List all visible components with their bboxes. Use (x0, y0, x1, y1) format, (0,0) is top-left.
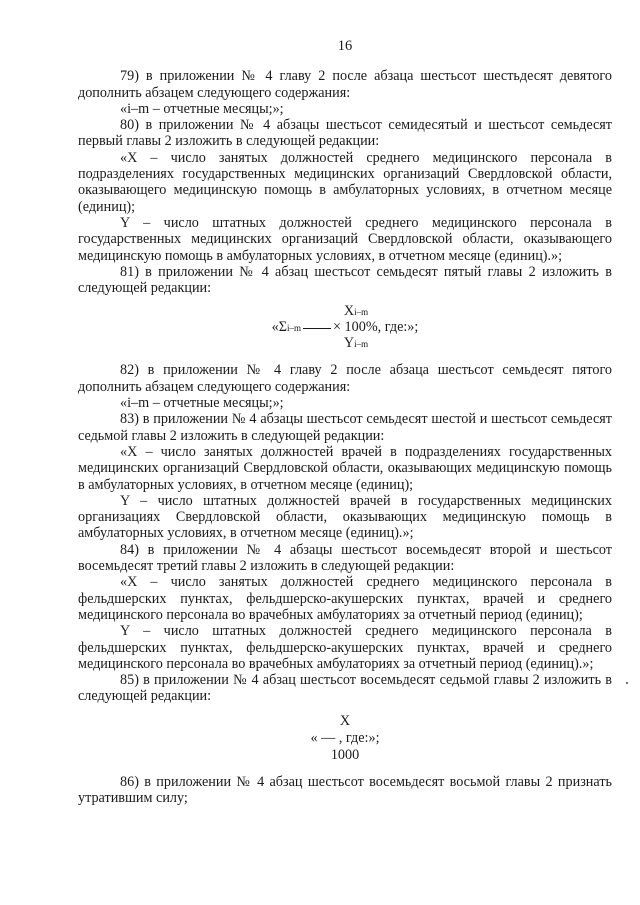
paragraph-83-x-definition: «X – число занятых должностей врачей в подразделениях государственных медицинских организаций Свердловской области, оказывающих медицинскую помощь в амбулаторных условиях, в отчетном месяце (единиц); (78, 443, 612, 493)
paragraph-83-y-definition: Y – число штатных должностей врачей в государственных медицинских организациях Свердловской области, оказывающих медицинскую помощь в амбулаторных условиях, в отчетном месяце (единиц).»; (78, 492, 612, 542)
paragraph-84-y-definition: Y – число штатных должностей среднего медицинского персонала в фельдшерских пунктах, фельдшерско-акушерских пунктах, врачей и среднего медицинского персонала во врачебных амбулаториях за отчетный период (единиц).»; (78, 623, 612, 672)
formula-numerator: Xi–m (343, 303, 369, 320)
formula2-main-line: « — , где:»; (310, 729, 380, 746)
paragraph-83: 83) в приложении № 4 абзацы шестьсот семьдесят шестой и шестьсот семьдесят седьмой главы 2 изложить в следующей редакции: (78, 411, 612, 444)
paragraph-80-y-definition: Y – число штатных должностей среднего медицинского персонала в государственных медицинских организаций Свердловской области, оказывающего медицинскую помощь в амбулаторных условиях, в отчетном месяце (единиц).»; (78, 214, 612, 264)
paragraph-79: 79) в приложении № 4 главу 2 после абзаца шестьсот шестьдесят девятого дополнить абзацем следующего содержания: (78, 68, 612, 101)
paragraph-82: 82) в приложении № 4 главу 2 после абзаца шестьсот семьдесят пятого дополнить абзацем следующего содержания: (78, 362, 612, 395)
formula-denominator: Yi–m (343, 335, 369, 352)
formula-main-line: «Σi–m × 100%, где:»; (271, 319, 419, 336)
formula-percent (78, 304, 612, 352)
paragraph-84-x-definition: «X – число занятых должностей среднего медицинского персонала в фельдшерских пунктах, фельдшерско-акушерских пунктах, врачей и среднего медицинского персонала во врачебных амбулаториях за отчетный период (единиц); (78, 574, 612, 623)
paragraph-85: 85) в приложении № 4 абзац шестьсот восемьдесят седьмой главы 2 изложить в следующей редакции: (78, 672, 612, 705)
formula2-denominator: 1000 (330, 746, 360, 763)
formula2-numerator: X (339, 712, 351, 729)
paragraph-79-content: «i–m – отчетные месяцы;»; (120, 100, 284, 117)
scan-speck (626, 682, 628, 684)
page-number: 16 (337, 38, 353, 54)
paragraph-80: 80) в приложении № 4 абзацы шестьсот семидесятый и шестьсот семьдесят первый главы 2 изложить в следующей редакции: (78, 117, 612, 150)
fraction-line (303, 328, 331, 329)
formula-per-thousand (78, 713, 612, 764)
paragraph-86: 86) в приложении № 4 абзац шестьсот восемьдесят восьмой главы 2 признать утратившим силу; (78, 773, 612, 806)
paragraph-84: 84) в приложении № 4 абзацы шестьсот восемьдесят второй и шестьсот восемьдесят третий главы 2 изложить в следующей редакции: (78, 541, 612, 575)
paragraph-82-content: «i–m – отчетные месяцы;»; (120, 395, 284, 412)
paragraph-81: 81) в приложении № 4 абзац шестьсот семьдесят пятый главы 2 изложить в следующей редакции: (78, 263, 612, 297)
document-page (78, 38, 612, 806)
paragraph-80-x-definition: «X – число занятых должностей среднего медицинского персонала в подразделениях государственных медицинских организаций Свердловской области, оказывающего медицинскую помощь в амбулаторных условиях, в отчетном месяце (единиц); (78, 149, 612, 215)
